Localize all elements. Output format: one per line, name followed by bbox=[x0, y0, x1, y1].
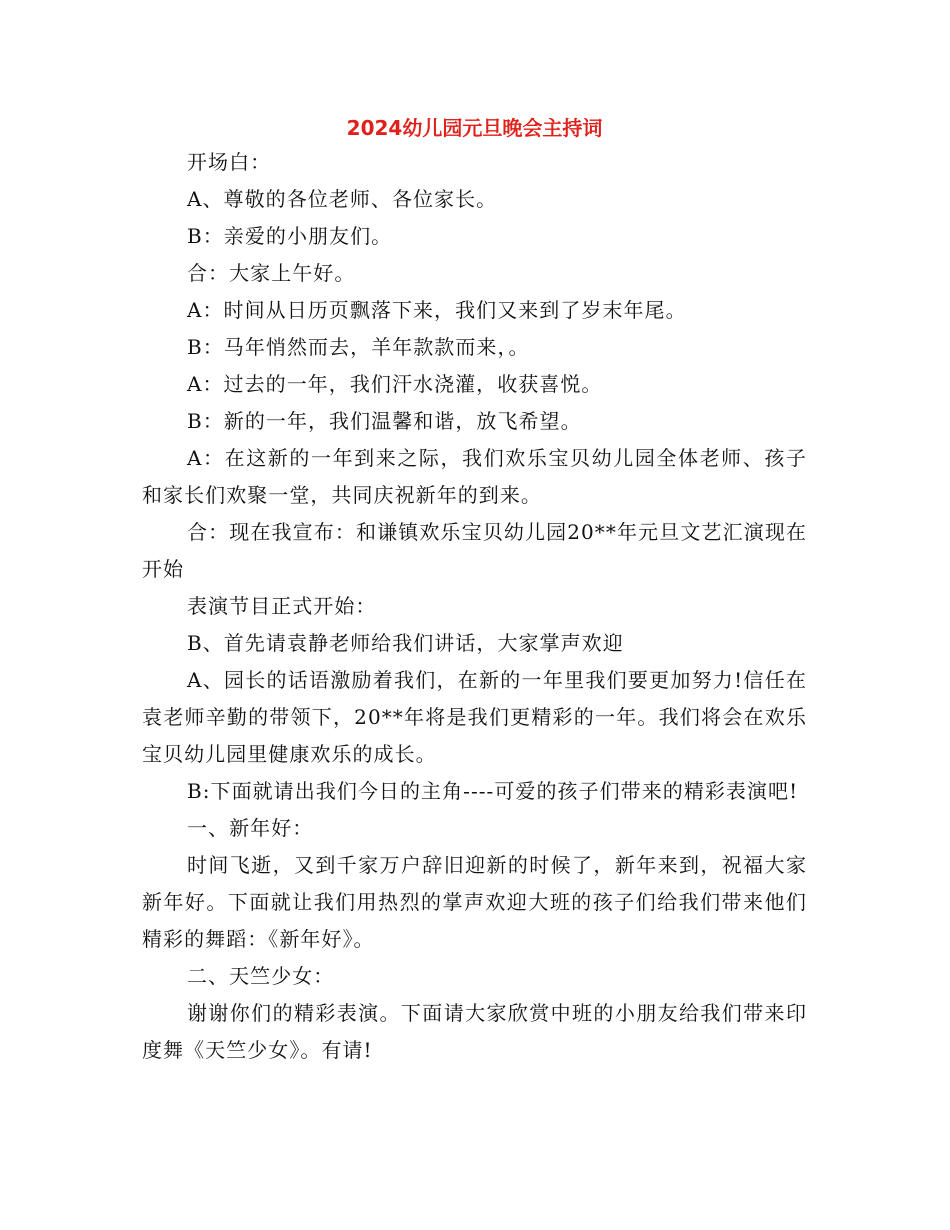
paragraph: 合：现在我宣布：和谦镇欢乐宝贝幼儿园20**年元旦文艺汇演现在开始 bbox=[142, 520, 807, 581]
paragraph: 时间飞逝，又到千家万户辞旧迎新的时候了，新年来到，祝福大家新年好。下面就让我们用热烈的掌声欢迎大班的孩子们给我们带来他们精彩的舞蹈：《新年好》。 bbox=[142, 853, 807, 951]
paragraph: B、首先请袁静老师给我们讲话，大家掌声欢迎 bbox=[187, 631, 624, 655]
document-title: 2024幼儿园元旦晚会主持词 bbox=[346, 116, 603, 140]
paragraph: A：过去的一年，我们汗水浇灌，收获喜悦。 bbox=[187, 372, 603, 396]
paragraph: A：在这新的一年到来之际，我们欢乐宝贝幼儿园全体老师、孩子和家长们欢聚一堂，共同庆祝新年的到来。 bbox=[142, 446, 807, 507]
paragraph-opening: 开场白： bbox=[187, 150, 272, 174]
paragraph: B:下面就请出我们今日的主角----可爱的孩子们带来的精彩表演吧! bbox=[187, 779, 799, 803]
paragraph-program-heading: 一、新年好： bbox=[187, 816, 314, 840]
document-page bbox=[142, 112, 807, 1069]
paragraph: B：马年悄然而去，羊年款款而来，。 bbox=[187, 335, 530, 359]
paragraph-program-heading: 二、天竺少女： bbox=[187, 964, 335, 988]
paragraph: B：新的一年，我们温馨和谐，放飞希望。 bbox=[187, 409, 582, 433]
paragraph: 合：大家上午好。 bbox=[187, 261, 356, 285]
paragraph: A、尊敬的各位老师、各位家长。 bbox=[187, 187, 498, 211]
paragraph: 谢谢你们的精彩表演。下面请大家欣赏中班的小朋友给我们带来印度舞《天竺少女》。有请! bbox=[142, 1001, 807, 1062]
document-body bbox=[142, 144, 807, 1069]
paragraph: B：亲爱的小朋友们。 bbox=[187, 224, 393, 248]
paragraph: A、园长的话语激励着我们，在新的一年里我们要更加努力!信任在袁老师辛勤的带领下，20**年将是我们更精彩的一年。我们将会在欢乐宝贝幼儿园里健康欢乐的成长。 bbox=[142, 668, 807, 766]
paragraph: A：时间从日历页飘落下来，我们又来到了岁末年尾。 bbox=[187, 298, 687, 322]
paragraph-section-heading: 表演节目正式开始： bbox=[187, 594, 377, 618]
